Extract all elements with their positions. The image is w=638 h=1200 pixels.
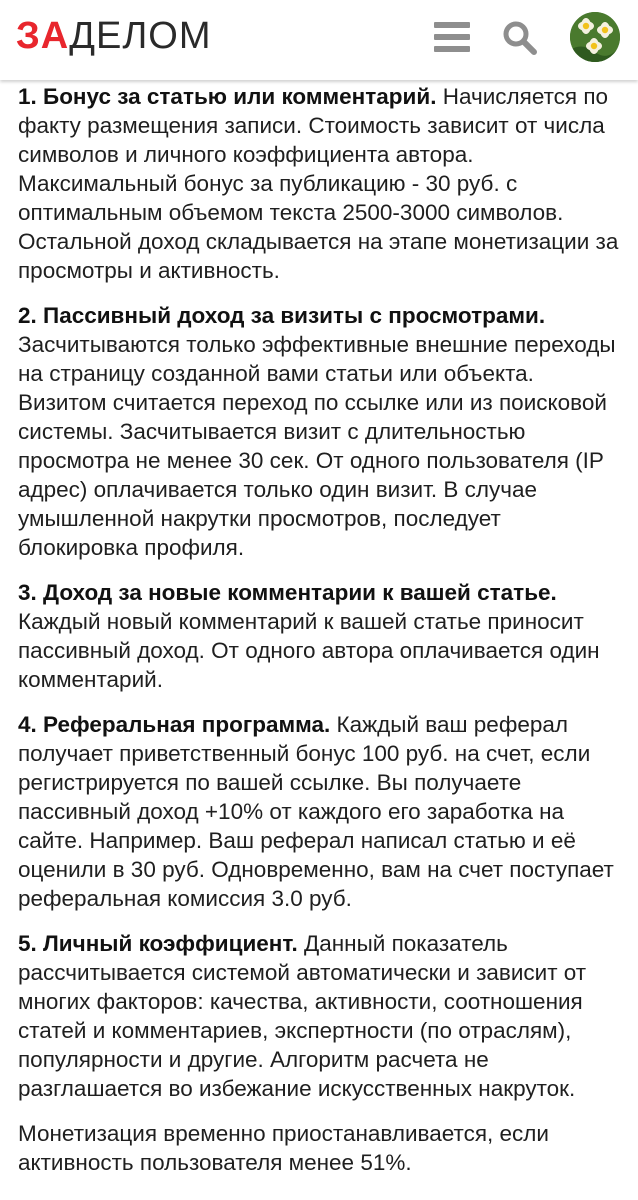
section-1 (18, 82, 620, 285)
section-text: Каждый ваш реферал получает приветственный бонус 100 руб. на счет, если регистрируется по вашей ссылке. Вы получаете пассивный доход +10% от каждого его заработка на сайте. Например. Ваш реферал написал статью и её оценили в 30 руб. Одновременно, вам на счет поступает реферальная комиссия 3.0 руб. (18, 712, 614, 911)
section-3 (18, 578, 620, 694)
menu-icon[interactable] (434, 22, 470, 52)
site-logo[interactable] (16, 14, 211, 58)
section-text: Засчитываются только эффективные внешние переходы на страницу созданной вами статьи или объекта. Визитом считается переход по ссылке или из поисковой системы. Засчитывается визит с длительностью просмотра не менее 30 сек. От одного пользователя (IP адрес) оплачивается только один визит. В случае умышленной накрутки просмотров, последует блокировка профиля. (18, 332, 616, 560)
section-title: 2. Пассивный доход за визиты с просмотрами. (18, 303, 546, 328)
section-title: 1. Бонус за статью или комментарий. (18, 84, 437, 109)
search-icon[interactable] (502, 20, 538, 56)
logo-accent: ЗА (16, 15, 70, 57)
section-title: 5. Личный коэффициент. (18, 931, 298, 956)
section-title: 4. Реферальная программа. (18, 712, 331, 737)
section-4 (18, 710, 620, 913)
user-avatar[interactable] (570, 12, 620, 62)
article-body (18, 80, 620, 1193)
site-header (0, 0, 638, 80)
logo-text: ДЕЛОМ (69, 15, 212, 57)
monetization-note: Монетизация временно приостанавливается, если активность пользователя менее 51%. (18, 1121, 549, 1175)
section-text: Начисляется по факту размещения записи. Стоимость зависит от числа символов и личного коэффициента автора. Максимальный бонус за публикацию - 30 руб. с оптимальным объемом текста 2500-3000 символов. Остальной доход складывается на этапе монетизации за просмотры и активность. (18, 84, 619, 283)
section-5 (18, 929, 620, 1103)
section-2 (18, 301, 620, 562)
section-text: Данный показатель рассчитывается системой автоматически и зависит от многих факторов: качества, активности, соотношения статей и комментариев, экспертности (по отраслям), популярности и другие. Алгоритм расчета не разглашается во избежание искусственных накруток. (18, 931, 587, 1101)
section-title: 3. Доход за новые комментарии к вашей статье. (18, 580, 557, 605)
section-text: Каждый новый комментарий к вашей статье приносит пассивный доход. От одного автора оплачивается один комментарий. (18, 609, 600, 692)
